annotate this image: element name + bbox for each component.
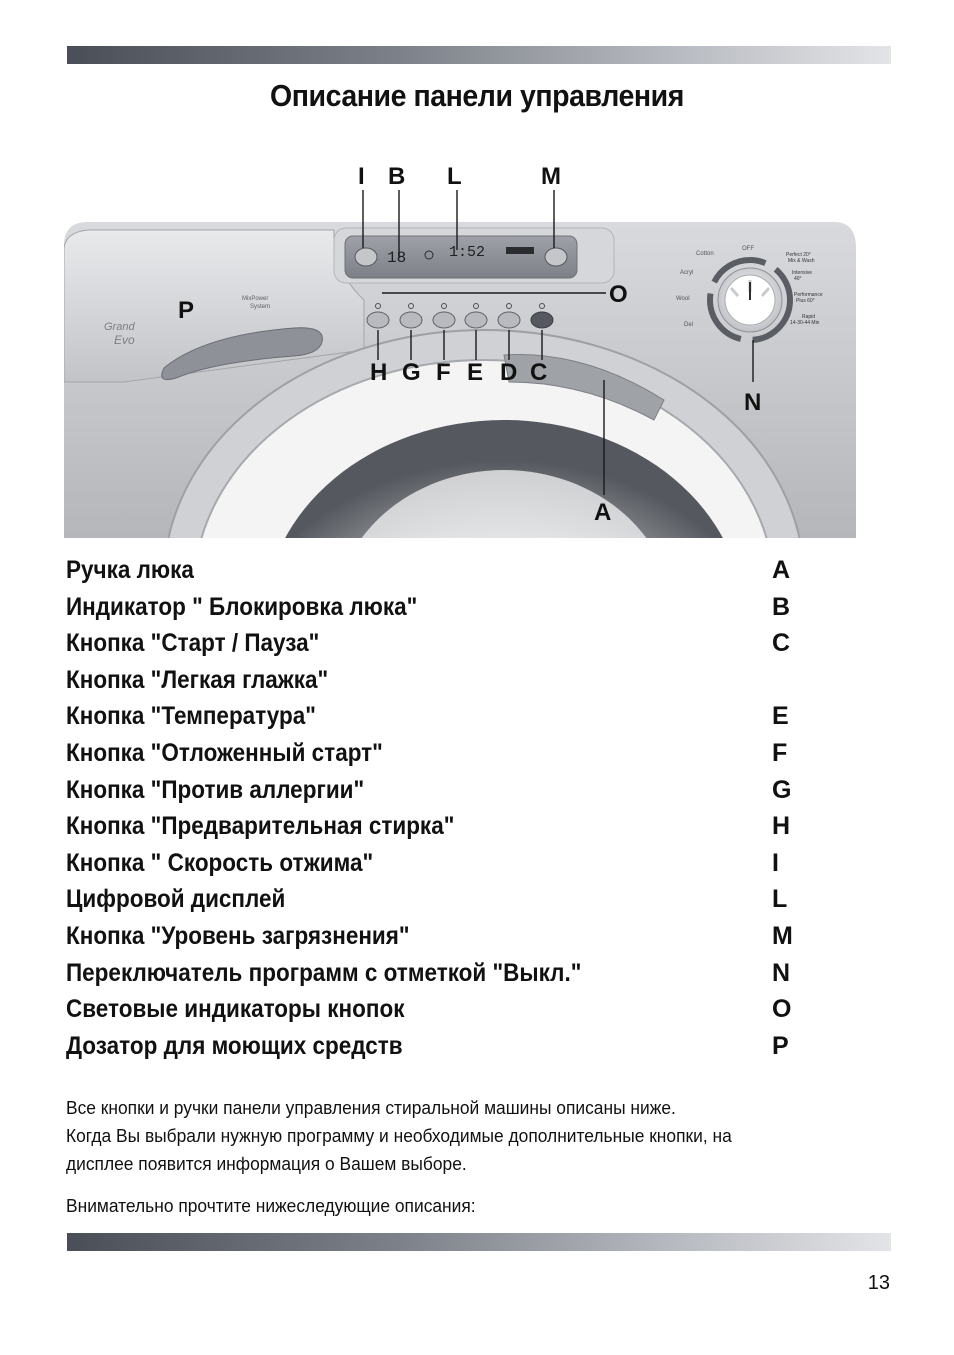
legend-row-d [66, 662, 806, 699]
legend-row-p [66, 1028, 806, 1065]
page-number: 13 [867, 1272, 890, 1294]
callout-O: O [609, 281, 628, 308]
callout-L: L [447, 163, 462, 190]
footer-decorative-bar [67, 1233, 891, 1251]
callout-M: M [541, 163, 561, 190]
legend-letter: H [772, 812, 791, 841]
legend-label: Кнопка "Предварительная стирка" [66, 812, 455, 841]
display-digits: 18 [387, 249, 407, 267]
legend-letter: A [772, 556, 791, 584]
mixpower-line1: MixPower [242, 296, 269, 302]
spin-speed-button-shape [355, 248, 377, 266]
legend-row-o [66, 991, 806, 1028]
legend-letter: N [772, 958, 791, 987]
legend-row-l [66, 881, 806, 918]
legend-label: Световые индикаторы кнопок [66, 995, 405, 1024]
brand-line2: Evo [114, 333, 135, 347]
legend-letter: L [772, 885, 788, 914]
notes-section [66, 1094, 886, 1220]
program-dial [710, 260, 790, 340]
legend-row-h [66, 808, 806, 845]
svg-text:14-30-44 Min: 14-30-44 Min [790, 320, 820, 326]
callout-F: F [436, 359, 451, 386]
svg-text:OFF: OFF [742, 246, 754, 252]
callout-I: I [358, 163, 365, 190]
legend-row-e [66, 698, 806, 735]
callout-E: E [467, 359, 484, 386]
callout-H: H [370, 359, 388, 386]
legend-row-m [66, 918, 806, 955]
legend-letter: G [772, 775, 792, 804]
legend-letter: C [772, 629, 791, 658]
legend-label: Кнопка "Старт / Пауза" [66, 629, 320, 658]
legend-row-a [66, 552, 806, 589]
svg-text:Performance: Performance [794, 292, 823, 298]
svg-text:Intensive: Intensive [792, 270, 813, 276]
legend-label: Дозатор для моющих средств [66, 1031, 403, 1060]
mixpower-line2: System [250, 304, 271, 310]
legend-letter: M [772, 921, 793, 950]
callout-A: A [594, 499, 612, 526]
legend-label: Кнопка "Против аллергии" [66, 775, 365, 804]
legend-row-f [66, 735, 806, 772]
legend-letter: F [772, 738, 788, 767]
legend-label: Кнопка " Скорость отжима" [66, 848, 374, 877]
soil-level-button-shape [545, 248, 567, 266]
legend-row-b [66, 589, 806, 626]
legend-label: Кнопка "Температура" [66, 702, 316, 731]
brand-line1: Grand [104, 321, 135, 333]
note-line-1: Все кнопки и ручки панели управления стиральной машины описаны ниже. [66, 1097, 676, 1118]
callout-D: D [500, 359, 518, 386]
svg-text:Plus 60°: Plus 60° [796, 298, 815, 304]
callout-N: N [744, 389, 762, 416]
display-time: 1:52 [449, 244, 486, 261]
header-decorative-bar [67, 46, 891, 64]
legend-letter: P [772, 1031, 789, 1060]
note-line-4: Внимательно прочтите нижеследующие описания: [66, 1195, 476, 1216]
legend-letter: I [772, 848, 779, 877]
callout-B: B [388, 163, 406, 190]
callout-G: G [402, 359, 421, 386]
legend-row-g [66, 772, 806, 809]
legend-list [66, 552, 806, 1064]
svg-text:Del: Del [684, 322, 694, 328]
callout-C: C [530, 359, 548, 386]
legend-label: Кнопка "Легкая глажка" [66, 665, 329, 694]
legend-row-i [66, 845, 806, 882]
svg-text:Cotton: Cotton [696, 251, 714, 257]
legend-letter: E [772, 702, 789, 731]
control-panel-figure [64, 150, 856, 538]
svg-text:40°: 40° [794, 276, 802, 282]
legend-letter: B [772, 592, 791, 621]
legend-label: Кнопка "Уровень загрязнения" [66, 921, 410, 950]
legend-label: Ручка люка [66, 556, 194, 584]
note-line-2: Когда Вы выбрали нужную программу и необходимые дополнительные кнопки, на [66, 1125, 732, 1146]
svg-text:Rapid: Rapid [802, 314, 816, 320]
legend-label: Цифровой дисплей [66, 885, 286, 914]
legend-label: Переключатель программ с отметкой "Выкл." [66, 958, 582, 987]
note-line-3: дисплее появится информация о Вашем выборе. [66, 1153, 467, 1174]
legend-label: Индикатор " Блокировка люка" [66, 592, 418, 621]
legend-letter: O [772, 995, 792, 1024]
callout-P: P [178, 297, 195, 324]
svg-text:Wool: Wool [676, 296, 690, 302]
legend-row-n [66, 955, 806, 992]
page-title: Описание панели управления [270, 78, 684, 113]
svg-text:Mix & Wash: Mix & Wash [788, 258, 815, 264]
legend-label: Кнопка "Отложенный старт" [66, 738, 383, 767]
legend-row-c [66, 625, 806, 662]
svg-text:Acryl: Acryl [680, 270, 694, 276]
svg-text:Perfect 20°: Perfect 20° [786, 252, 811, 258]
